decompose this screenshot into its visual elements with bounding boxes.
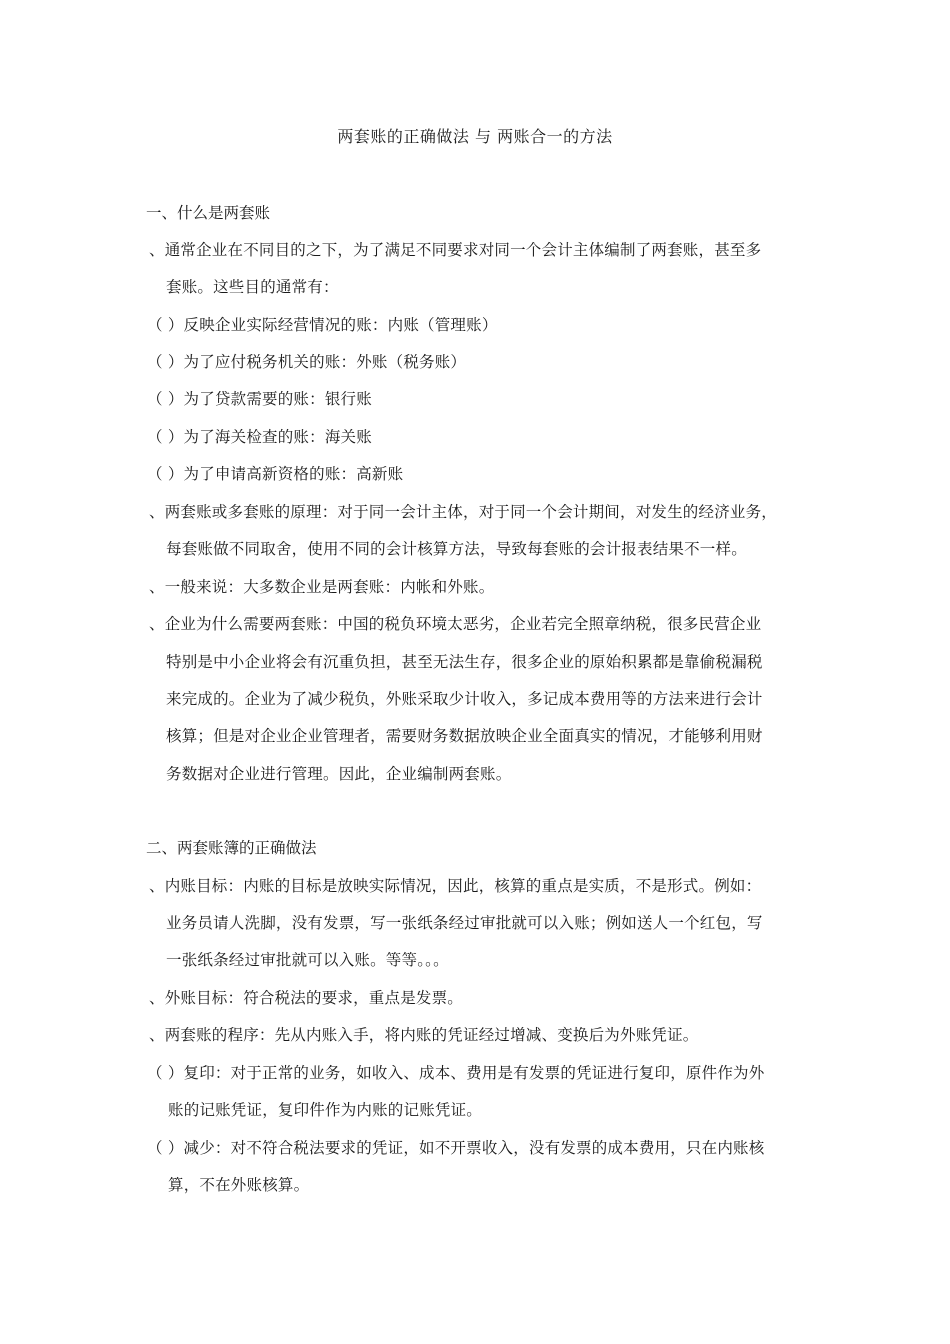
list-item: （ ）为了贷款需要的账：银行账 [147, 390, 372, 408]
paragraph-line: 套账。这些目的通常有： [166, 278, 339, 296]
list-item-continuation: 账的记账凭证，复印件作为内账的记账凭证。 [168, 1101, 483, 1119]
list-item: （ ）复印：对于正常的业务，如收入、成本、费用是有发票的凭证进行复印，原件作为外 [147, 1064, 765, 1082]
paragraph-line: 、两套账的程序：先从内账入手，将内账的凭证经过增减、变换后为外账凭证。 [149, 1026, 699, 1044]
paragraph-line: 、外账目标：符合税法的要求，重点是发票。 [149, 989, 464, 1007]
paragraph-line: 特别是中小企业将会有沉重负担，甚至无法生存，很多企业的原始积累都是靠偷税漏税 [166, 653, 763, 671]
paragraph-line: 、企业为什么需要两套账：中国的税负环境太恶劣，企业若完全照章纳税，很多民营企业 [149, 615, 762, 633]
document-title: 两套账的正确做法 与 两账合一的方法 [337, 127, 613, 146]
paragraph-line: 一张纸条经过审批就可以入账。等等。。。 [166, 951, 449, 969]
paragraph-line: 、内账目标：内账的目标是放映实际情况，因此，核算的重点是实质，不是形式。例如： [149, 877, 762, 895]
list-item: （ ）为了应付税务机关的账：外账（税务账） [147, 353, 467, 371]
paragraph-line: 来完成的。企业为了减少税负，外账采取少计收入，多记成本费用等的方法来进行会计 [166, 690, 763, 708]
paragraph-line: 、通常企业在不同目的之下，为了满足不同要求对同一个会计主体编制了两套账，甚至多 [149, 241, 762, 259]
list-item: （ ）为了海关检查的账：海关账 [147, 428, 372, 446]
list-item: （ ）反映企业实际经营情况的账：内账（管理账） [147, 316, 498, 334]
paragraph-line: 核算；但是对企业企业管理者，需要财务数据放映企业全面真实的情况，才能够利用财 [166, 727, 763, 745]
paragraph-line: 、一般来说：大多数企业是两套账：内帐和外账。 [149, 578, 495, 596]
section-heading-1: 一、什么是两套账 [146, 204, 271, 222]
paragraph-line: 、两套账或多套账的原理：对于同一会计主体，对于同一个会计期间，对发生的经济业务， [149, 503, 778, 521]
section-heading-2: 二、两套账簿的正确做法 [146, 839, 317, 857]
paragraph-line: 业务员请人洗脚，没有发票，写一张纸条经过审批就可以入账；例如送人一个红包，写 [166, 914, 763, 932]
paragraph-line: 务数据对企业进行管理。因此，企业编制两套账。 [166, 765, 512, 783]
list-item: （ ）减少：对不符合税法要求的凭证，如不开票收入，没有发票的成本费用，只在内账核 [147, 1139, 765, 1157]
paragraph-line: 每套账做不同取舍，使用不同的会计核算方法，导致每套账的会计报表结果不一样。 [166, 540, 747, 558]
list-item-continuation: 算，不在外账核算。 [168, 1176, 310, 1194]
list-item: （ ）为了申请高新资格的账：高新账 [147, 465, 404, 483]
